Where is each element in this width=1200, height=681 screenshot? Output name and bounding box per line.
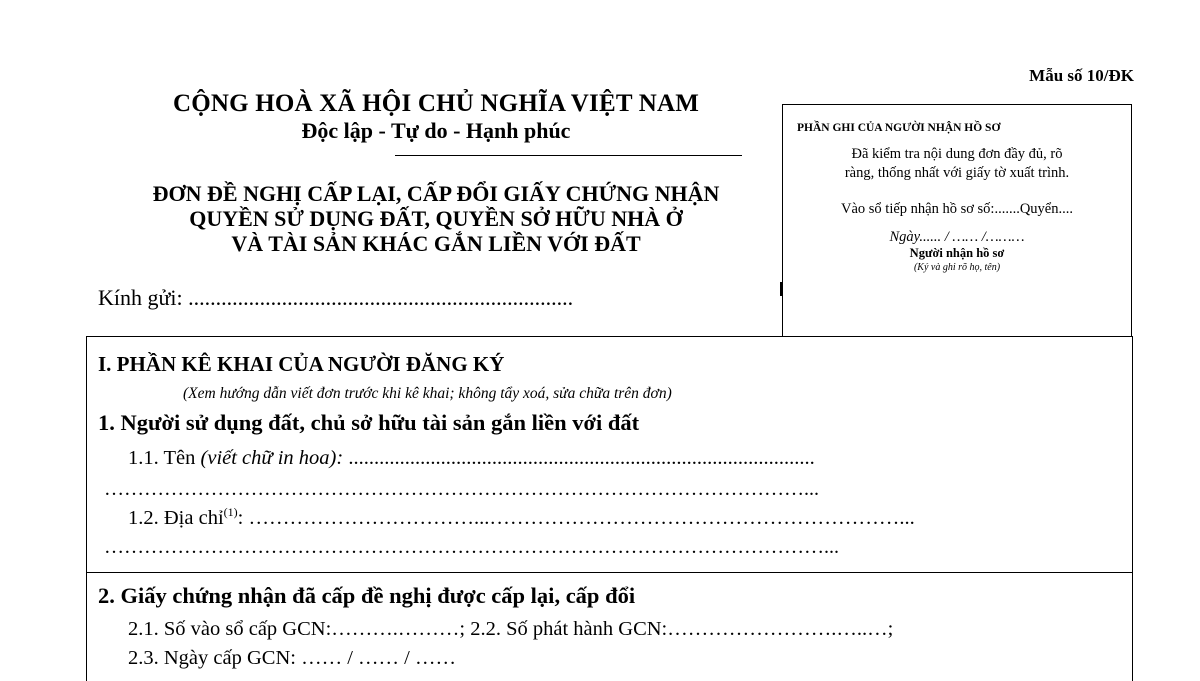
name-hint: (viết chữ in hoa): bbox=[200, 447, 344, 469]
motto-underline bbox=[395, 155, 742, 156]
recipient-line bbox=[98, 285, 573, 311]
recipient-field[interactable]: ...................................................................... bbox=[182, 285, 574, 310]
receiver-note-line: ràng, thống nhất với giấy tờ xuất trình. bbox=[844, 165, 1070, 181]
receiver-note-line: Đã kiểm tra nội dung đơn đầy đủ, rõ bbox=[851, 146, 1063, 162]
republic-title: CỘNG HOÀ XÃ HỘI CHỦ NGHĨA VIỆT NAM bbox=[172, 90, 700, 117]
name-label: 1.1. Tên bbox=[128, 447, 201, 469]
receiver-heading: PHẦN GHI CỦA NGƯỜI NHẬN HỒ SƠ bbox=[797, 122, 1001, 134]
signature-hint: (Ký và ghi rõ họ, tên) bbox=[913, 262, 1001, 273]
receipt-date-field[interactable]: Ngày...... / …… /……… bbox=[889, 229, 1025, 245]
footnote-marker: (1) bbox=[223, 505, 238, 519]
address-continuation-field[interactable]: ………………………………………………………………………………………………... bbox=[104, 536, 839, 558]
certificate-issue-date-field[interactable]: 2.3. Ngày cấp GCN: …… / …… / …… bbox=[128, 647, 456, 669]
box-edge-mark bbox=[780, 282, 783, 296]
document-title-line: QUYỀN SỬ DỤNG ĐẤT, QUYỀN SỞ HỮU NHÀ Ở bbox=[189, 206, 683, 231]
address-field[interactable]: : ……………………………...……………………………………………………... bbox=[237, 507, 915, 529]
section-divider bbox=[86, 572, 1133, 573]
item-1-title: 1. Người sử dụng đất, chủ sở hữu tài sản gắn liền với đất bbox=[98, 410, 640, 435]
name-continuation-field[interactable]: ……………………………………………………………………………………………... bbox=[104, 478, 819, 500]
section-title: I. PHẦN KÊ KHAI CỦA NGƯỜI ĐĂNG KÝ bbox=[98, 352, 505, 376]
address-label: 1.2. Địa chỉ bbox=[128, 507, 224, 529]
document-title bbox=[96, 181, 776, 256]
receiver-signer-label: Người nhận hồ sơ bbox=[909, 246, 1005, 260]
intake-register-field[interactable]: Vào sổ tiếp nhận hồ sơ số:.......Quyển.... bbox=[841, 201, 1073, 217]
document-header bbox=[96, 90, 776, 144]
form-number: Mẫu số 10/ĐK bbox=[1029, 66, 1134, 85]
receiver-notes-box bbox=[782, 104, 1132, 336]
document-title-line: VÀ TÀI SẢN KHÁC GẮN LIỀN VỚI ĐẤT bbox=[231, 231, 641, 256]
document-title-line: ĐƠN ĐỀ NGHỊ CẤP LẠI, CẤP ĐỔI GIẤY CHỨNG NHẬN bbox=[152, 181, 720, 206]
receiver-note bbox=[783, 145, 1131, 183]
item-2-title: 2. Giấy chứng nhận đã cấp đề nghị được cấp lại, cấp đổi bbox=[98, 583, 636, 608]
certificate-numbers-field[interactable]: 2.1. Số vào sổ cấp GCN:……….………; 2.2. Số phát hành GCN:…………………….…..…; bbox=[128, 618, 894, 640]
national-motto: Độc lập - Tự do - Hạnh phúc bbox=[301, 118, 571, 143]
name-line bbox=[128, 447, 815, 470]
section-instruction: (Xem hướng dẫn viết đơn trước khi kê khai; không tẩy xoá, sửa chữa trên đơn) bbox=[183, 385, 672, 402]
address-line bbox=[128, 507, 915, 530]
name-field[interactable]: ........................................................................................... bbox=[343, 447, 815, 469]
recipient-label: Kính gửi: bbox=[98, 285, 183, 310]
